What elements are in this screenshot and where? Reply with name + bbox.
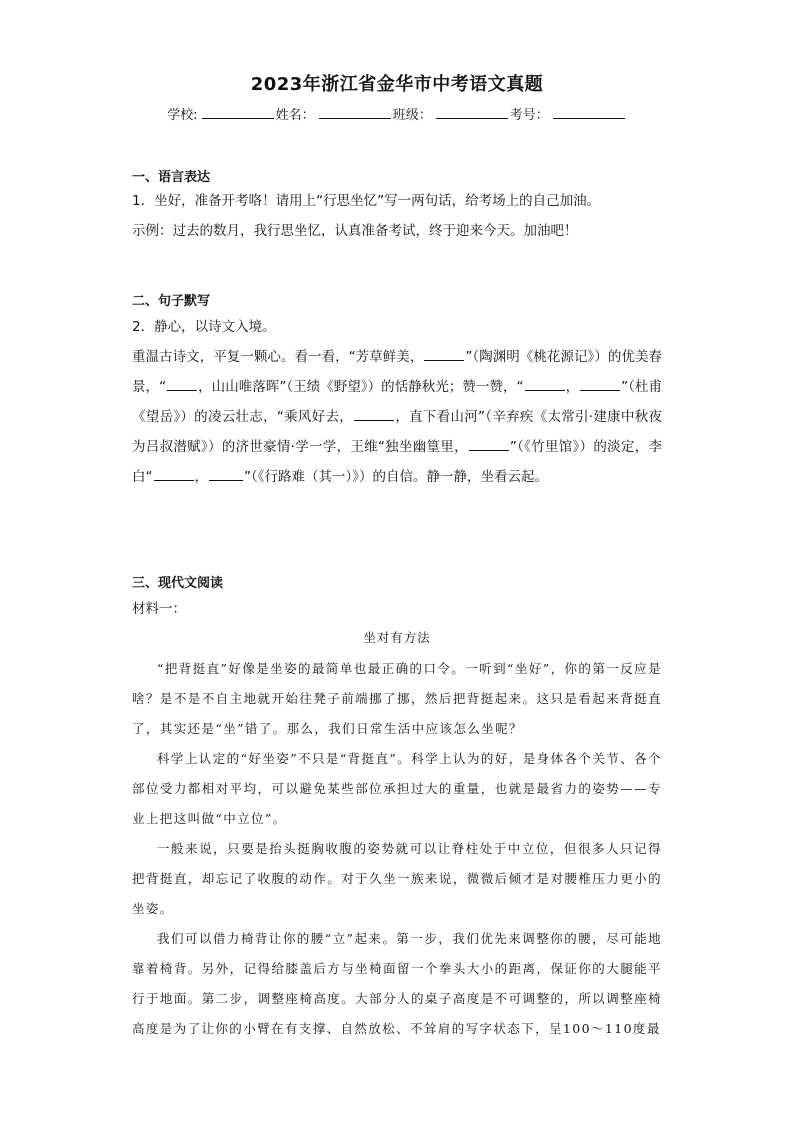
answer-blank[interactable] [469, 438, 509, 451]
name-label: 姓名： [275, 108, 315, 123]
question-2: 2．静心，以诗文入境。 [132, 319, 276, 335]
class-label: 班级： [392, 108, 432, 123]
passage-text: ”（杜甫《望岳》）的凌云壮志，“乘风好去， [132, 379, 662, 425]
exam-no-field[interactable] [553, 106, 625, 119]
article-paragraph: 一般来说，只要是抬头挺胸收腹的姿势就可以让脊柱处于中立位，但很多人只记得把背挺直，却忘记了收腹的动作。对于久坐一族来说，微微后倾才是对腰椎压力更小的坐姿。 [132, 841, 662, 916]
article-body [132, 654, 662, 1044]
student-info-line [0, 104, 794, 123]
answer-blank[interactable] [154, 468, 194, 481]
school-label: 学校: [167, 108, 198, 123]
passage-text: ，山山唯落晖”（王绩《野望》）的恬静秋光；赞一赞，“ [198, 379, 524, 395]
school-field[interactable] [202, 106, 274, 119]
article-paragraph: “把背挺直”好像是坐姿的最简单也最正确的口令。一听到“坐好”，你的第一反应是啥？是不是不自主地就开始往凳子前端挪了挪，然后把背挺起来。这只是看起来背挺直了，其实还是“坐”错了。那么，我们日常生活中应该怎么坐呢？ [132, 661, 662, 736]
passage-text: ， [194, 469, 208, 485]
section-heading-language: 一、语言表达 [132, 170, 211, 185]
question-2-passage [132, 342, 662, 492]
answer-blank[interactable] [167, 378, 197, 391]
article-paragraph: 我们可以借力椅背让你的腰“立”起来。第一步，我们优先来调整你的腰，尽可能地靠着椅背。另外，记得给膝盖后方与坐椅面留一个拳头大小的距离，保证你的大腿能平行于地面。第二步，调整座椅高度。大部分人的桌子高度是不可调整的，所以调整座椅高度是为了让你的小臂在有支撑、自然放松、不耸肩的写字状态下，呈100～110度最 [132, 931, 662, 1036]
answer-blank[interactable] [354, 408, 394, 421]
answer-blank[interactable] [525, 378, 565, 391]
section-heading-reading: 三、现代文阅读 [132, 576, 224, 591]
question-1-example: 示例：过去的数月，我行思坐忆，认真准备考试，终于迎来今天。加油吧！ [132, 223, 578, 239]
answer-blank[interactable] [580, 378, 620, 391]
passage-text: ”（《行路难（其一）》）的自信。静一静，坐看云起。 [244, 469, 548, 485]
passage-text: ”（陶渊明《桃花源记》）的优美春景，“ [132, 349, 662, 395]
page-title: 2023年浙江省金华市中考语文真题 [250, 74, 544, 95]
passage-text: ， [565, 379, 580, 395]
passage-text: ”（《竹里馆》）的淡定，李白“ [132, 439, 662, 485]
name-field[interactable] [319, 106, 391, 119]
passage-text: ，直下看山河”（辛弃疾《太常引·建康中秋夜为吕叔潜赋》）的济世豪情·学一学，王维“独坐幽篁里， [132, 409, 662, 455]
answer-blank[interactable] [424, 348, 464, 361]
article-paragraph: 科学上认定的“好坐姿”不只是“背挺直”。科学上认为的好，是身体各个关节、各个部位受力都相对平均，可以避免某些部位承担过大的重量，也就是最省力的姿势——专业上把这叫做“中立位”。 [132, 751, 662, 826]
article-title: 坐对有方法 [363, 630, 431, 645]
exam-no-label: 考号： [509, 108, 549, 123]
material-label: 材料一： [132, 601, 186, 617]
question-1: 1．坐好，准备开考咯！请用上“行思坐忆”写一两句话，给考场上的自己加油。 [132, 193, 601, 209]
answer-blank[interactable] [209, 468, 243, 481]
passage-text: 重温古诗文，平复一颗心。看一看，“芳草鲜美， [132, 349, 424, 365]
class-field[interactable] [436, 106, 508, 119]
section-heading-recitation: 二、句子默写 [132, 294, 211, 309]
